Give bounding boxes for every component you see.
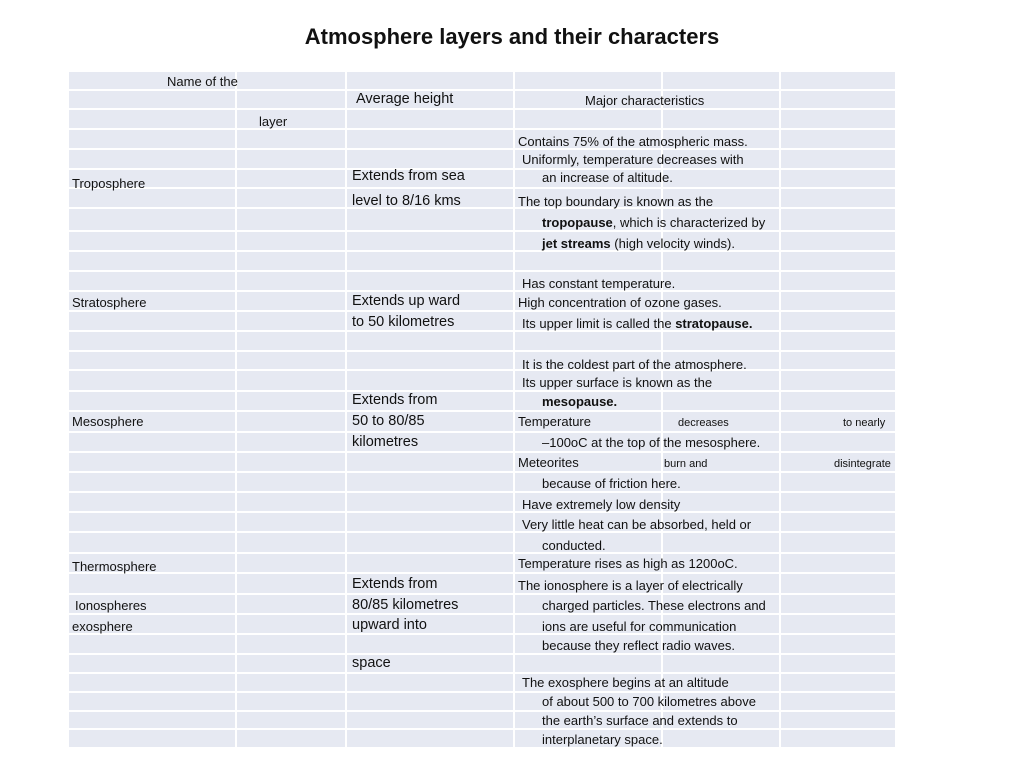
table-cell <box>781 574 895 593</box>
mesosphere-char-4: Temperature <box>518 414 591 429</box>
table-cell <box>781 595 895 613</box>
mesosphere-char-5: –100oC at the top of the mesosphere. <box>542 435 761 450</box>
table-cell <box>69 130 235 148</box>
troposphere-height-1: Extends from sea <box>352 168 465 184</box>
table-cell <box>237 392 345 410</box>
thermosphere-char-6: The exosphere begins at an altitude <box>522 675 729 690</box>
stratosphere-char-2: High concentration of ozone gases. <box>518 295 722 310</box>
table-cell <box>237 272 345 290</box>
table-cell <box>237 554 345 572</box>
header-name-line2: layer <box>259 114 288 129</box>
table-cell <box>69 574 235 593</box>
table-cell <box>237 433 345 451</box>
table-cell <box>663 170 779 187</box>
table-cell <box>69 312 235 330</box>
table-cell <box>69 533 235 552</box>
table-cell <box>781 635 895 653</box>
table-cell <box>781 232 895 250</box>
thermosphere-char-4: ions are useful for communication <box>542 619 737 634</box>
table-cell <box>781 493 895 511</box>
table-cell <box>781 170 895 187</box>
table-cell <box>347 371 513 390</box>
table-cell <box>781 433 895 451</box>
tropopause-term: tropopause <box>542 215 613 230</box>
table-cell <box>347 352 513 369</box>
thermosphere-height-4: space <box>352 655 391 671</box>
table-cell <box>69 433 235 451</box>
thermosphere-height-1: Extends from <box>352 576 438 592</box>
table-cell <box>663 655 779 672</box>
stratopause-term: stratopause. <box>675 316 753 331</box>
jet-streams-term: jet streams <box>542 236 611 251</box>
mesosphere-char-6-b: burn and <box>664 458 708 470</box>
thermosphere-height-3: upward into <box>352 617 427 633</box>
troposphere-char-2: Uniformly, temperature decreases with <box>522 152 744 167</box>
table-cell <box>69 730 235 747</box>
table-cell <box>69 232 235 250</box>
table-cell <box>515 72 661 89</box>
table-cell <box>663 493 779 511</box>
atmosphere-table <box>68 71 896 748</box>
table-cell <box>69 91 235 108</box>
table-cell <box>69 332 235 350</box>
table-cell <box>69 473 235 491</box>
table-cell <box>781 674 895 691</box>
table-cell <box>69 513 235 531</box>
thermosphere-height-2: 80/85 kilometres <box>352 597 459 613</box>
mesosphere-char-6: Meteorites <box>518 455 579 470</box>
table-cell <box>237 150 345 168</box>
stratosphere-height-2: to 50 kilometres <box>352 314 455 330</box>
troposphere-char-3: an increase of altitude. <box>542 170 673 185</box>
table-cell <box>237 595 345 613</box>
mesosphere-char-7: because of friction here. <box>542 476 681 491</box>
table-cell <box>237 110 345 128</box>
table-cell <box>781 209 895 230</box>
layer-name-exosphere: exosphere <box>72 619 133 634</box>
table-cell <box>237 674 345 691</box>
table-cell <box>69 371 235 390</box>
table-cell <box>237 453 345 471</box>
header-name-line1: Name of the <box>167 74 238 89</box>
mesosphere-char-4-b: decreases <box>678 417 729 429</box>
table-cell <box>69 674 235 691</box>
table-cell <box>69 392 235 410</box>
table-cell <box>663 392 779 410</box>
table-cell <box>347 730 513 747</box>
table-cell <box>347 272 513 290</box>
stratosphere-char-3 <box>522 316 753 331</box>
table-cell <box>347 493 513 511</box>
table-cell <box>781 72 895 89</box>
table-cell <box>237 189 345 207</box>
table-cell <box>69 189 235 207</box>
mesosphere-char-4-c: to nearly <box>843 417 886 429</box>
table-cell <box>347 232 513 250</box>
table-cell <box>347 513 513 531</box>
table-cell <box>237 655 345 672</box>
stratosphere-char-3-text: Its upper limit is called the <box>522 316 676 331</box>
thermosphere-char-7: of about 500 to 700 kilometres above <box>542 694 756 709</box>
layer-name-stratosphere: Stratosphere <box>72 295 147 310</box>
table-cell <box>237 209 345 230</box>
thermosphere-char-8: the earth’s surface and extends to <box>542 713 738 728</box>
table-cell <box>237 473 345 491</box>
layer-name-thermosphere: Thermosphere <box>72 559 157 574</box>
table-cell <box>237 352 345 369</box>
table-cell <box>663 252 779 270</box>
troposphere-char-4: The top boundary is known as the <box>518 194 714 209</box>
table-cell <box>515 332 661 350</box>
table-cell <box>237 513 345 531</box>
table-cell <box>237 91 345 108</box>
page-title: Atmosphere layers and their characters <box>304 24 720 49</box>
troposphere-char-5 <box>542 215 765 230</box>
mesopause-term: mesopause. <box>542 394 618 409</box>
troposphere-char-5-rest: , which is characterized by <box>612 215 766 230</box>
header-characteristics: Major characteristics <box>585 93 705 108</box>
table-cell <box>347 130 513 148</box>
stratosphere-height-1: Extends up ward <box>352 293 461 309</box>
table-cell <box>347 209 513 230</box>
layer-name-troposphere: Troposphere <box>72 176 146 191</box>
table-cell <box>347 473 513 491</box>
table-cell <box>781 110 895 128</box>
table-cell <box>347 712 513 728</box>
table-cell <box>237 130 345 148</box>
table-cell <box>69 272 235 290</box>
table-cell <box>237 332 345 350</box>
table-cell <box>781 533 895 552</box>
table-cell <box>781 371 895 390</box>
table-cell <box>347 72 513 89</box>
table-cell <box>347 674 513 691</box>
table-cell <box>663 72 779 89</box>
table-cell <box>69 493 235 511</box>
table-cell <box>347 554 513 572</box>
table-cell <box>237 412 345 431</box>
table-cell <box>347 635 513 653</box>
table-cell <box>69 209 235 230</box>
troposphere-height-2: level to 8/16 kms <box>352 193 461 209</box>
table-cell <box>781 150 895 168</box>
table-cell <box>781 312 895 330</box>
table-cell <box>781 272 895 290</box>
table-cell <box>663 332 779 350</box>
table-cell <box>781 473 895 491</box>
table-cell <box>69 655 235 672</box>
table-cell <box>781 730 895 747</box>
layer-name-ionospheres: Ionospheres <box>75 598 147 613</box>
table-cell <box>69 110 235 128</box>
table-cell <box>781 693 895 710</box>
table-cell <box>347 693 513 710</box>
mesosphere-char-2: Its upper surface is known as the <box>522 375 713 390</box>
mesosphere-char-1: It is the coldest part of the atmosphere. <box>522 357 747 372</box>
thermosphere-char-2: The ionosphere is a layer of electrically <box>518 578 743 593</box>
table-cell <box>781 91 895 108</box>
stratosphere-char-1: Has constant temperature. <box>522 276 676 291</box>
table-cell <box>347 453 513 471</box>
troposphere-char-6-rest: (high velocity winds). <box>610 236 735 251</box>
mesosphere-height-2: 50 to 80/85 <box>352 413 425 429</box>
thermosphere-char-3: charged particles. These electrons and <box>542 598 766 613</box>
table-cell <box>237 170 345 187</box>
table-cell <box>237 730 345 747</box>
table-cell <box>237 72 345 89</box>
table-cell <box>237 533 345 552</box>
table-cell <box>237 615 345 633</box>
table-cell <box>237 693 345 710</box>
table-cell <box>69 712 235 728</box>
table-cell <box>69 453 235 471</box>
layer-name-mesosphere: Mesosphere <box>72 414 144 429</box>
table-cell <box>237 371 345 390</box>
thermosphere-char-5: because they reflect radio waves. <box>542 638 735 653</box>
table-cell <box>69 693 235 710</box>
troposphere-char-6 <box>542 236 735 251</box>
table-cell <box>781 513 895 531</box>
table-cell <box>237 574 345 593</box>
table-cell <box>663 533 779 552</box>
thermosphere-char-9: interplanetary space. <box>542 732 663 747</box>
table-cell <box>781 392 895 410</box>
mesosphere-char-3 <box>542 394 617 409</box>
table-cell <box>663 730 779 747</box>
table-cell <box>781 189 895 207</box>
table-cell <box>347 332 513 350</box>
table-cell <box>663 110 779 128</box>
mesosphere-height-1: Extends from <box>352 392 438 408</box>
table-cell <box>781 712 895 728</box>
header-height: Average height <box>356 91 454 107</box>
thermosphere-char-1: Temperature rises as high as 1200oC. <box>518 556 738 571</box>
table-cell <box>237 712 345 728</box>
table-cell <box>237 252 345 270</box>
table-cell <box>69 150 235 168</box>
table-cell <box>515 252 661 270</box>
table-cell <box>69 635 235 653</box>
table-cell <box>515 655 661 672</box>
table-cell <box>781 130 895 148</box>
mesosphere-height-3: kilometres <box>352 434 419 450</box>
table-cell <box>69 352 235 369</box>
mesosphere-char-10: conducted. <box>542 538 606 553</box>
table-cell <box>347 110 513 128</box>
table-cell <box>237 493 345 511</box>
table-cell <box>347 150 513 168</box>
table-cell <box>347 533 513 552</box>
table-cell <box>781 655 895 672</box>
table-cell <box>781 615 895 633</box>
mesosphere-char-9: Very little heat can be absorbed, held or <box>522 517 752 532</box>
table-cell <box>237 635 345 653</box>
troposphere-char-1: Contains 75% of the atmospheric mass. <box>518 134 748 149</box>
table-cell <box>781 352 895 369</box>
table-cell <box>237 292 345 310</box>
table-cell <box>347 252 513 270</box>
mesosphere-char-6-c: disintegrate <box>834 458 891 470</box>
table-cell <box>781 332 895 350</box>
table-cell <box>237 312 345 330</box>
table-cell <box>515 110 661 128</box>
table-cell <box>663 272 779 290</box>
mesosphere-char-8: Have extremely low density <box>522 497 681 512</box>
table-cell <box>69 252 235 270</box>
table-cell <box>237 232 345 250</box>
table-cell <box>781 252 895 270</box>
table-cell <box>781 554 895 572</box>
table-cell <box>781 292 895 310</box>
